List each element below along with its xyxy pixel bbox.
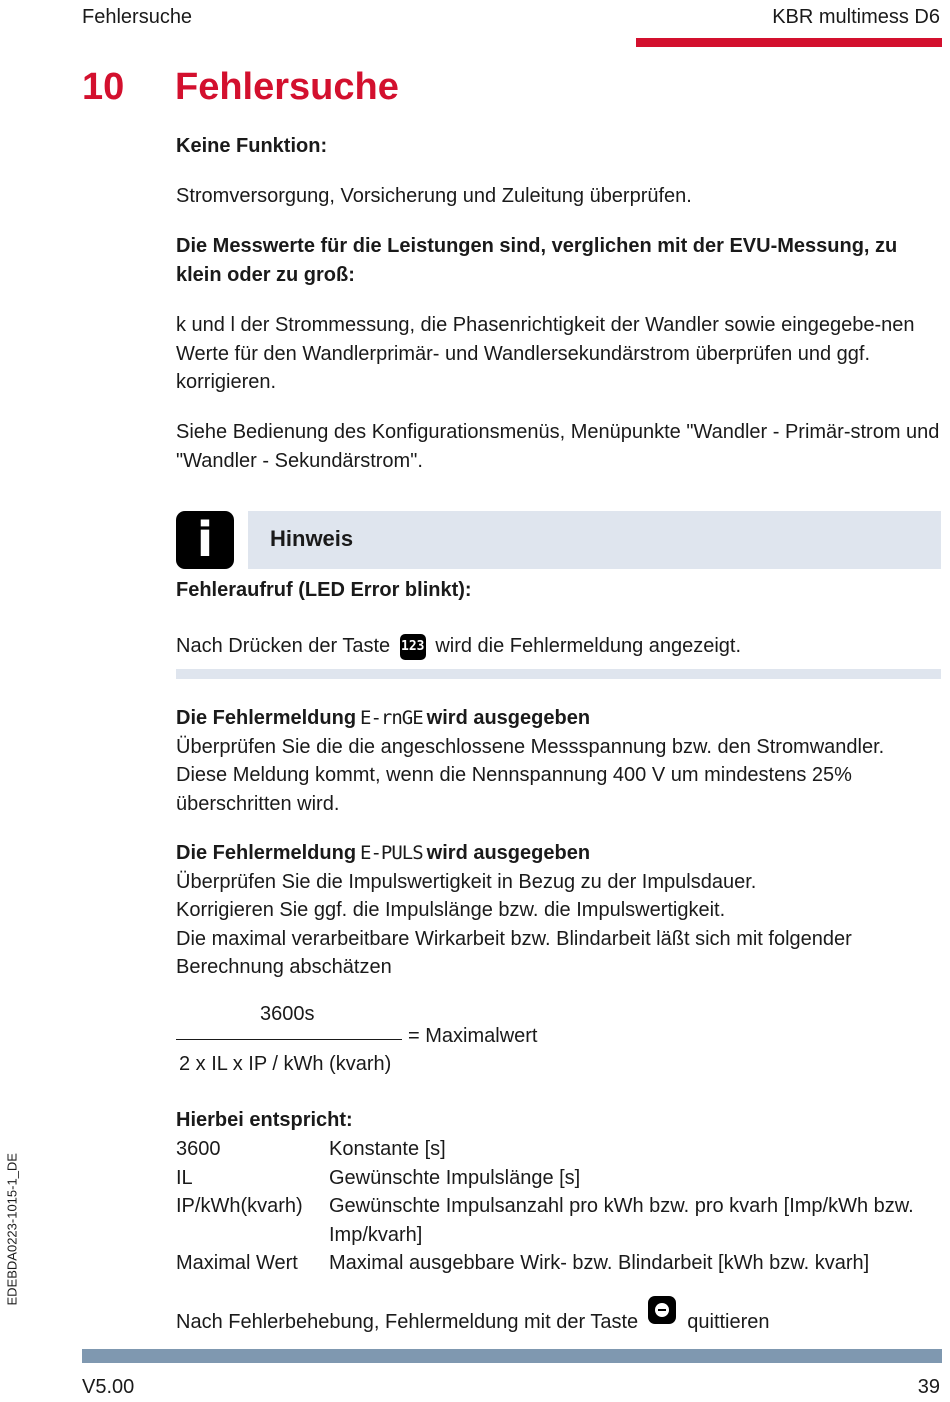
footer-bar <box>82 1349 942 1363</box>
error-range-code: E-rnGE <box>360 707 423 729</box>
error-puls-line: Die maximal verarbeitbare Wirkarbeit bzw. Blindarbeit läßt sich mit folgender Berechnung abschätzen <box>176 927 852 978</box>
note-text-after: wird die Fehlermeldung angezeigt. <box>435 635 742 657</box>
formula-denominator: 2 x IL x IP / kWh (kvarh) <box>179 1053 392 1075</box>
definitions-list <box>176 1135 940 1278</box>
definition-term: 3600 <box>176 1138 221 1160</box>
error-range-line: Diese Meldung kommt, wenn die Nennspannung 400 V um mindestens 25% überschritten wird. <box>176 764 852 815</box>
error-range-heading <box>176 704 940 733</box>
definition-desc: Gewünschte Impulslänge [s] <box>329 1166 581 1189</box>
formula-numerator: 3600s <box>260 1003 315 1025</box>
no-function-text: Stromversorgung, Vorsicherung und Zuleitung überprüfen. <box>176 185 692 207</box>
config-text: Siehe Bedienung des Konfigurationsmenüs, Menüpunkte "Wandler - Primär-strom und "Wandler - Sekundärstrom". <box>176 421 940 472</box>
chapter-title: Fehlersuche <box>175 66 399 108</box>
definition-desc: Maximal ausgebbare Wirk- bzw. Blindarbeit [kWh bzw. kvarh] <box>329 1252 870 1274</box>
error-puls-prefix: Die Fehlermeldung <box>176 842 357 864</box>
enter-key-icon <box>648 1296 676 1324</box>
error-range-prefix: Die Fehlermeldung <box>176 707 357 729</box>
header-product: KBR multimess D6 <box>772 6 940 28</box>
error-puls-block <box>176 839 940 982</box>
definition-term: Maximal Wert <box>176 1252 298 1274</box>
acknowledge-text-before: Nach Fehlerbehebung, Fehlermeldung mit der Taste <box>176 1311 639 1333</box>
error-puls-line: Überprüfen Sie die Impulswertigkeit in Bezug zu der Impulsdauer. <box>176 870 757 893</box>
measure-text: k und l der Strommessung, die Phasenrichtigkeit der Wandler sowie eingegebe-nen Werte für den Wandlerprimär- und Wandlersekundärstrom überprüfen und ggf. korrigieren. <box>176 314 915 393</box>
document-code: EDEBDA0223-1015-1_DE <box>4 1153 20 1306</box>
error-puls-code: E-PULS <box>360 842 423 864</box>
note-text <box>176 632 940 661</box>
definitions-heading: Hierbei entspricht: <box>176 1109 353 1131</box>
acknowledge-text-after: quittieren <box>687 1311 770 1333</box>
acknowledge-text <box>176 1296 940 1337</box>
definition-row <box>176 1249 940 1278</box>
definition-desc: Konstante [s] <box>329 1138 446 1160</box>
definition-term: IL <box>176 1166 193 1189</box>
footer-version: V5.00 <box>82 1376 135 1398</box>
note-text-before: Nach Drücken der Taste <box>176 635 391 657</box>
error-range-suffix: wird ausgegeben <box>426 707 591 729</box>
error-range-block <box>176 704 940 818</box>
note-title: Hinweis <box>270 526 354 551</box>
no-function-heading: Keine Funktion: <box>176 135 328 157</box>
display-key-icon: 123 <box>400 634 426 660</box>
note-bottom-bar <box>176 669 941 679</box>
footer-page-number: 39 <box>917 1376 940 1398</box>
error-puls-heading <box>176 839 940 868</box>
header-section: Fehlersuche <box>82 6 193 28</box>
error-puls-line: Korrigieren Sie ggf. die Impulslänge bzw. die Impulswertigkeit. <box>176 899 726 921</box>
formula-result: = Maximalwert <box>408 1025 538 1047</box>
measure-heading: Die Messwerte für die Leistungen sind, verglichen mit der EVU-Messung, zu klein oder zu groß: <box>176 235 898 286</box>
header-accent-bar <box>636 38 942 47</box>
definition-term: IP/kWh(kvarh) <box>176 1195 303 1217</box>
definition-row <box>176 1192 940 1249</box>
chapter-number: 10 <box>82 66 125 108</box>
definition-row <box>176 1135 940 1164</box>
definition-row <box>176 1164 940 1193</box>
note-heading: Fehleraufruf (LED Error blinkt): <box>176 579 472 601</box>
error-range-line: Überprüfen Sie die die angeschlossene Messspannung bzw. den Stromwandler. <box>176 735 885 758</box>
formula-fraction-line <box>176 1039 402 1040</box>
info-icon: i <box>176 511 234 569</box>
error-puls-suffix: wird ausgegeben <box>426 842 591 864</box>
definition-desc: Gewünschte Impulsanzahl pro kWh bzw. pro kvarh [Imp/kWh bzw. Imp/kvarh] <box>329 1195 914 1246</box>
